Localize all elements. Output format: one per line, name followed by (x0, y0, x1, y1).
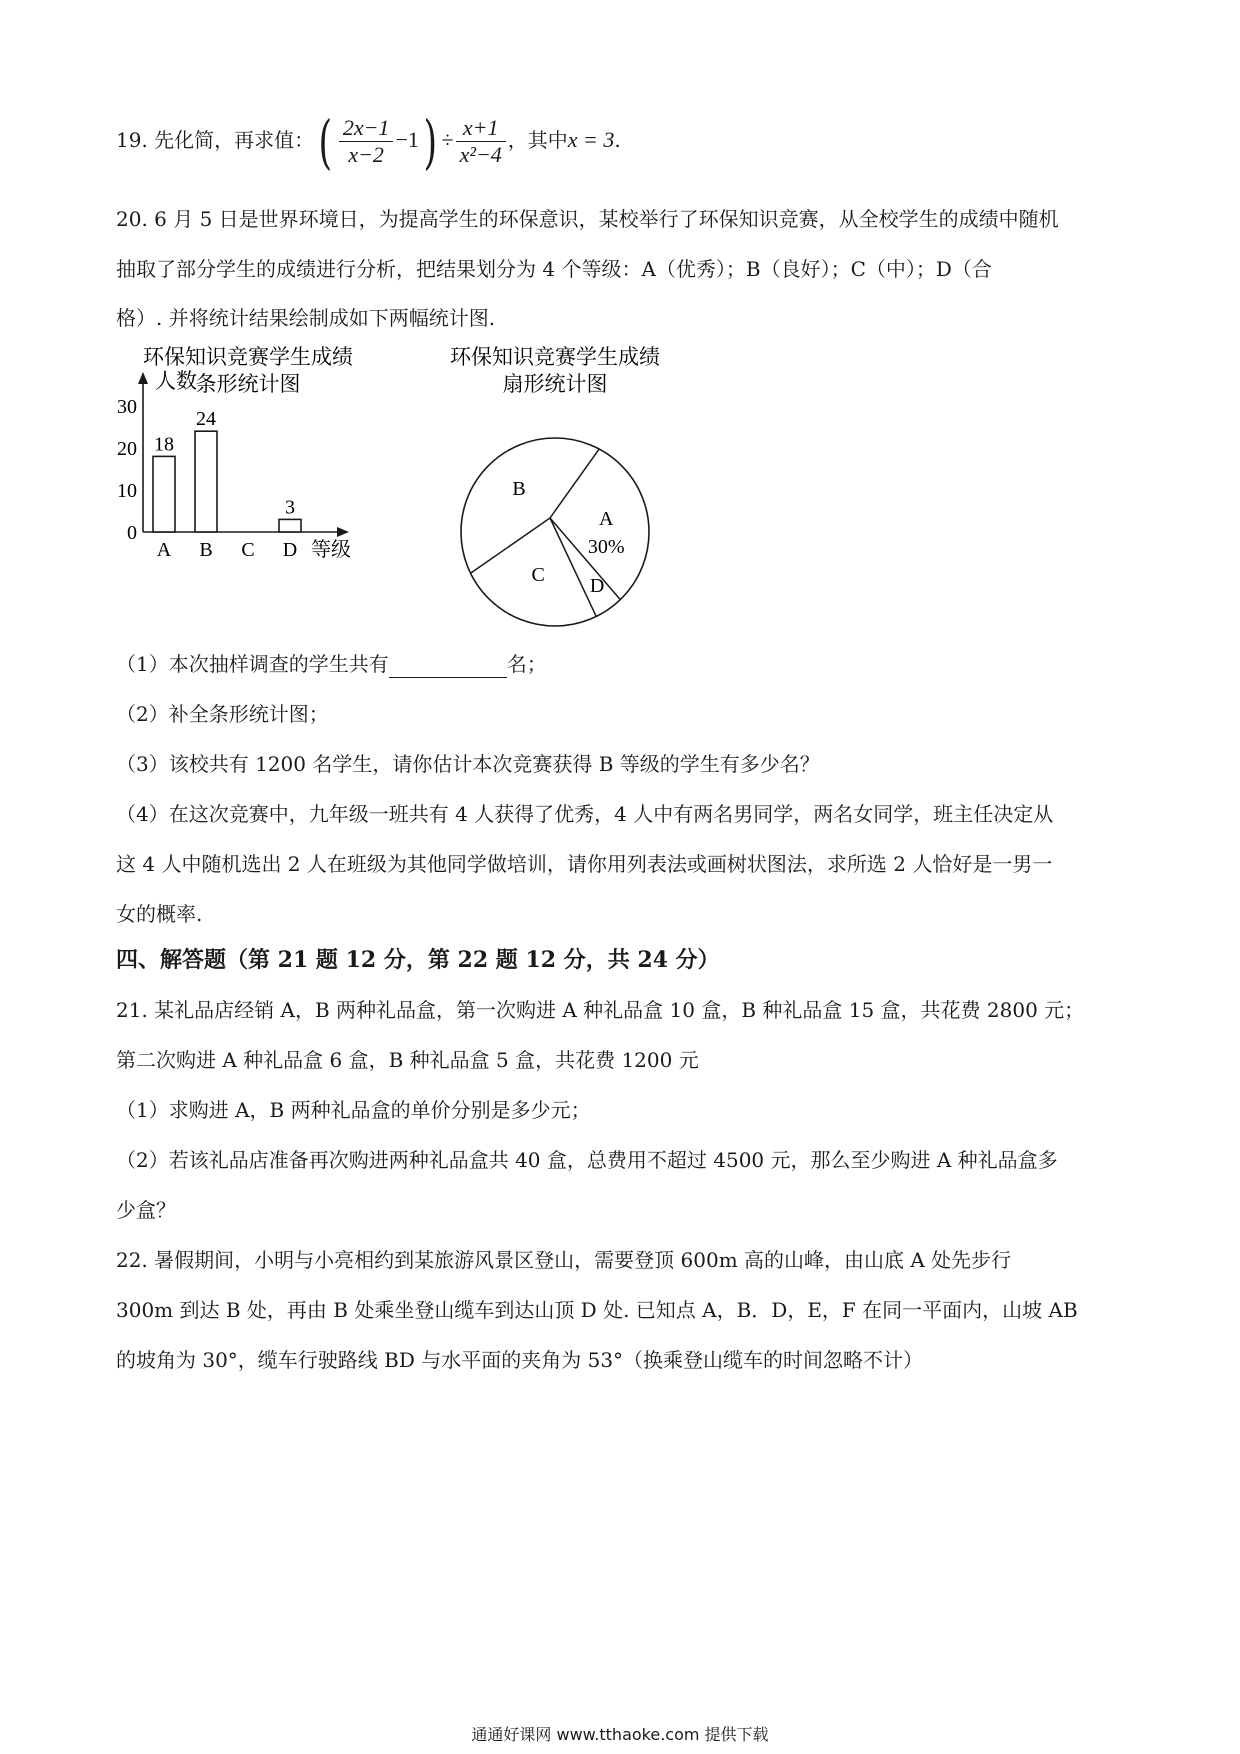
q20-sub-2: （2）补全条形统计图； (116, 702, 329, 726)
bar (279, 519, 301, 532)
page-footer: 通通好课网 www.tthaoke.com 提供下载 (471, 1725, 769, 1744)
bar-chart-title: 环保知识竞赛学生成绩 (143, 345, 353, 369)
q20-sub-3: （3）该校共有 1200 名学生，请你估计本次竞赛获得 B 等级的学生有多少名？ (116, 752, 820, 776)
q19-divide: ÷ (441, 127, 454, 152)
q19-prefix: 19. 先化简，再求值： (116, 128, 315, 152)
q21-sub-2-line-2: 少盒？ (116, 1198, 176, 1222)
answer-blank[interactable] (389, 657, 507, 678)
q19-f2-numerator: x+1 (456, 115, 506, 142)
pie-slice-percent: 30% (587, 535, 625, 558)
q19-condition: x = 3 (567, 127, 615, 152)
q19-f1-denominator: x−2 (348, 142, 384, 167)
q22-line-2: 300m 到达 B 处，再由 B 处乘坐登山缆车到达山顶 D 处. 已知点 A，B．D，E，F 在同一平面内，山坡 AB (116, 1298, 1078, 1322)
bar-value-label: 18 (154, 433, 174, 456)
pie-chart-subtitle: 扇形统计图 (502, 372, 608, 396)
q19-f2-denominator: x²−4 (459, 142, 502, 167)
pie-chart (420, 340, 690, 640)
pie-chart-title: 环保知识竞赛学生成绩 (450, 345, 660, 369)
q19-end: . (614, 128, 621, 152)
y-axis-arrow (138, 372, 148, 384)
q20-line-3: 格）. 并将统计结果绘制成如下两幅统计图. (116, 306, 496, 330)
q21-line-2: 第二次购进 A 种礼品盒 6 盒，B 种礼品盒 5 盒，共花费 1200 元 (116, 1048, 699, 1072)
y-tick-label: 10 (117, 480, 137, 502)
q21-sub-2-line-1: （2）若该礼品店准备再次购进两种礼品盒共 40 盒，总费用不超过 4500 元，那么至少购进 A 种礼品盒多 (116, 1148, 1058, 1172)
x-tick-label: C (241, 539, 255, 561)
pie-outline (461, 438, 649, 626)
q19-suffix: ，其中 (507, 128, 568, 152)
left-paren: ( (318, 107, 333, 176)
x-tick-label: B (199, 539, 213, 561)
q20-line-1: 20. 6 月 5 日是世界环境日，为提高学生的环保意识，某校举行了环保知识竞赛，从全校学生的成绩中随机 (116, 207, 1059, 231)
pie-slice-label: C (531, 563, 545, 586)
q22-line-3: 的坡角为 30°，缆车行驶路线 BD 与水平面的夹角为 53°（换乘登山缆车的时间忽略不计） (116, 1348, 924, 1372)
x-tick-label: D (282, 539, 298, 561)
q21-sub-1: （1）求购进 A，B 两种礼品盒的单价分别是多少元； (116, 1098, 591, 1122)
bar-value-label: 24 (196, 408, 216, 431)
y-tick-label: 30 (117, 396, 137, 418)
x-tick-label: A (156, 539, 172, 561)
q20-sub-4-line-1: （4）在这次竞赛中，九年级一班共有 4 人获得了优秀，4 人中有两名男同学，两名女同学，班主任决定从 (116, 802, 1054, 826)
y-tick-label: 20 (117, 438, 137, 460)
q20-sub-1 (116, 650, 547, 678)
x-axis-arrow (337, 527, 349, 537)
pie-slice-label: B (512, 477, 526, 500)
y-axis-label: 人数 (155, 369, 197, 393)
pie-plot-area (461, 438, 649, 626)
q22-line-1: 22. 暑假期间，小明与小亮相约到某旅游风景区登山，需要登顶 600m 高的山峰，由山底 A 处先步行 (116, 1248, 1012, 1272)
x-axis-label: 等级 (311, 539, 351, 561)
q20-sub-1-end: 名； (506, 652, 547, 676)
y-tick-label: 0 (127, 522, 137, 544)
bar-value-label: 3 (285, 496, 295, 519)
bar-chart (105, 340, 425, 640)
q20-sub-4-line-2: 这 4 人中随机选出 2 人在班级为其他同学做培训，请你用列表法或画树状图法，求所选 2 人恰好是一男一 (116, 852, 1053, 876)
question-19 (116, 107, 621, 176)
q20-line-2: 抽取了部分学生的成绩进行分析，把结果划分为 4 个等级：A（优秀）；B（良好）；C（中）；D（合 (116, 257, 992, 281)
section-4-heading: 四、解答题（第 21 题 12 分，第 22 题 12 分，共 24 分） (116, 947, 720, 973)
q19-fraction-1 (339, 115, 394, 168)
bar-plot-area (117, 369, 351, 561)
bar-chart-subtitle: 条形统计图 (195, 372, 301, 396)
bar (195, 431, 217, 532)
right-paren: ) (423, 107, 437, 176)
pie-slice-label: D (589, 575, 605, 598)
q20-sub-4-line-3: 女的概率. (116, 902, 203, 926)
q20-sub-1-text: （1）本次抽样调查的学生共有 (116, 652, 389, 676)
q19-f1-numerator: 2x−1 (339, 115, 394, 142)
bar (153, 456, 175, 532)
q21-line-1: 21. 某礼品店经销 A，B 两种礼品盒，第一次购进 A 种礼品盒 10 盒，B 种礼品盒 15 盒，共花费 2800 元； (116, 998, 1085, 1022)
pie-slice-label: A (598, 507, 614, 530)
q19-fraction-2 (456, 115, 506, 168)
q19-minus-one: −1 (395, 127, 419, 152)
